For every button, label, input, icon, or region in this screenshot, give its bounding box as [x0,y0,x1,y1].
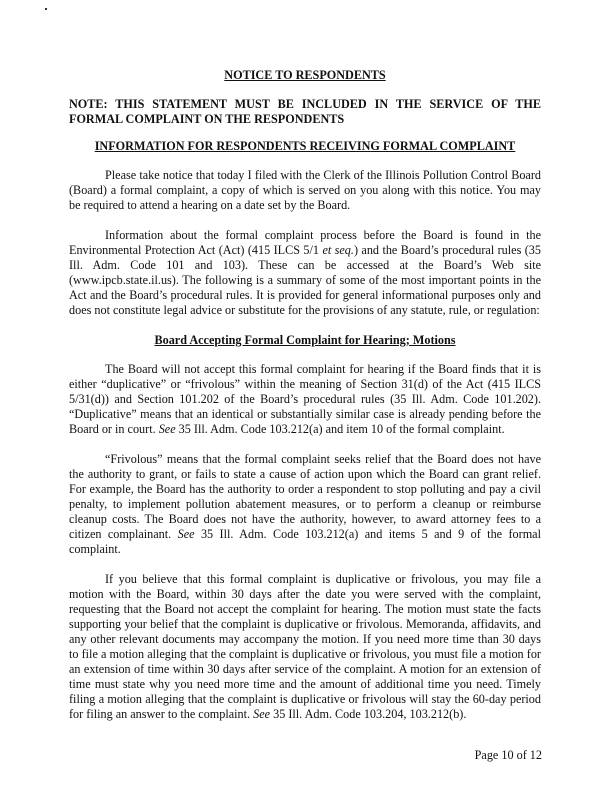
para2-text-after: ) and the Board’s procedural rules (35 Ill. Adm. Code 101 and 103). These can be accessed at the Board’s Web site (www.ipcb.state.il.us). The following is a summary of some of the most important points in the Act and the Board’s procedural rules. It is provided for general informational purposes only and does not constitute legal advice or substitute for the provisions of any statute, rule, or regulation: [69,243,541,317]
para5-text-after: 35 Ill. Adm. Code 103.204, 103.212(b). [270,707,467,721]
document-body [69,68,541,737]
paragraph-frivolous [69,452,541,557]
page-number: Page 10 of 12 [474,748,542,762]
para4-italic: See [177,527,195,541]
notice-title: NOTICE TO RESPONDENTS [224,68,386,82]
para3-text-before: The Board will not accept this formal complaint for hearing if the Board finds that it is either “duplicative” or “frivolous” within the meaning of Section 31(d) of the Act (415 ILCS 5/31(d)) and Section 101.202 of the Board’s procedural rules (35 Ill. Adm. Code 101.202). “Duplicative” means that an identical or substantially similar case is already pending before the Board or in court. [69,362,541,436]
scan-speck [45,8,47,10]
para5-italic: See [253,707,271,721]
note-statement: NOTE: THIS STATEMENT MUST BE INCLUDED IN THE SERVICE OF THE FORMAL COMPLAINT ON THE RESPONDENTS [69,97,541,126]
paragraph-duplicative [69,362,541,437]
para2-text-before: Information about the formal complaint process before the Board is found in the Environmental Protection Act (Act) (415 ILCS 5/1 [69,228,541,257]
para3-text-after: 35 Ill. Adm. Code 103.212(a) and item 10 of the formal complaint. [175,422,505,436]
paragraph-information [69,228,541,318]
board-accepting-heading: Board Accepting Formal Complaint for Hearing; Motions [154,333,456,347]
para4-text-before: “Frivolous” means that the formal complaint seeks relief that the Board does not have the authority to grant, or fails to state a cause of action upon which the Board can grant relief. For example, the Board has the authority to order a respondent to stop polluting and pay a civil penalty, to implement pollution abatement measures, or to perform a cleanup or reimburse cleanup costs. The Board does not have the authority, however, to award attorney fees to a citizen complainant. [69,452,541,541]
info-heading: INFORMATION FOR RESPONDENTS RECEIVING FORMAL COMPLAINT [94,139,516,153]
para2-italic: et seq. [322,243,354,257]
para5-text-before: If you believe that this formal complaint is duplicative or frivolous, you may file a motion with the Board, within 30 days after the date you were served with the complaint, requesting that the Board not accept the complaint for hearing. The motion must state the facts supporting your belief that the complaint is duplicative or frivolous. Memoranda, affidavits, and any other relevant documents may accompany the motion. If you need more time than 30 days to file a motion alleging that the complaint is duplicative or frivolous, you must file a motion for an extension of time within 30 days after service of the complaint. A motion for an extension of time must state why you need more time and the amount of additional time you need. Timely filing a motion alleging that the complaint is duplicative or frivolous will stay the 60-day period for filing an answer to the complaint. [69,572,541,721]
para3-italic: See [158,422,176,436]
para4-text-after: 35 Ill. Adm. Code 103.212(a) and items 5 and 9 of the formal complaint. [69,527,541,556]
paragraph-filing-notice: Please take notice that today I filed with the Clerk of the Illinois Pollution Control Board (Board) a formal complaint, a copy of which is served on you along with this notice. You may be required to attend a hearing on a date set by the Board. [69,168,541,212]
paragraph-motion [69,572,541,722]
